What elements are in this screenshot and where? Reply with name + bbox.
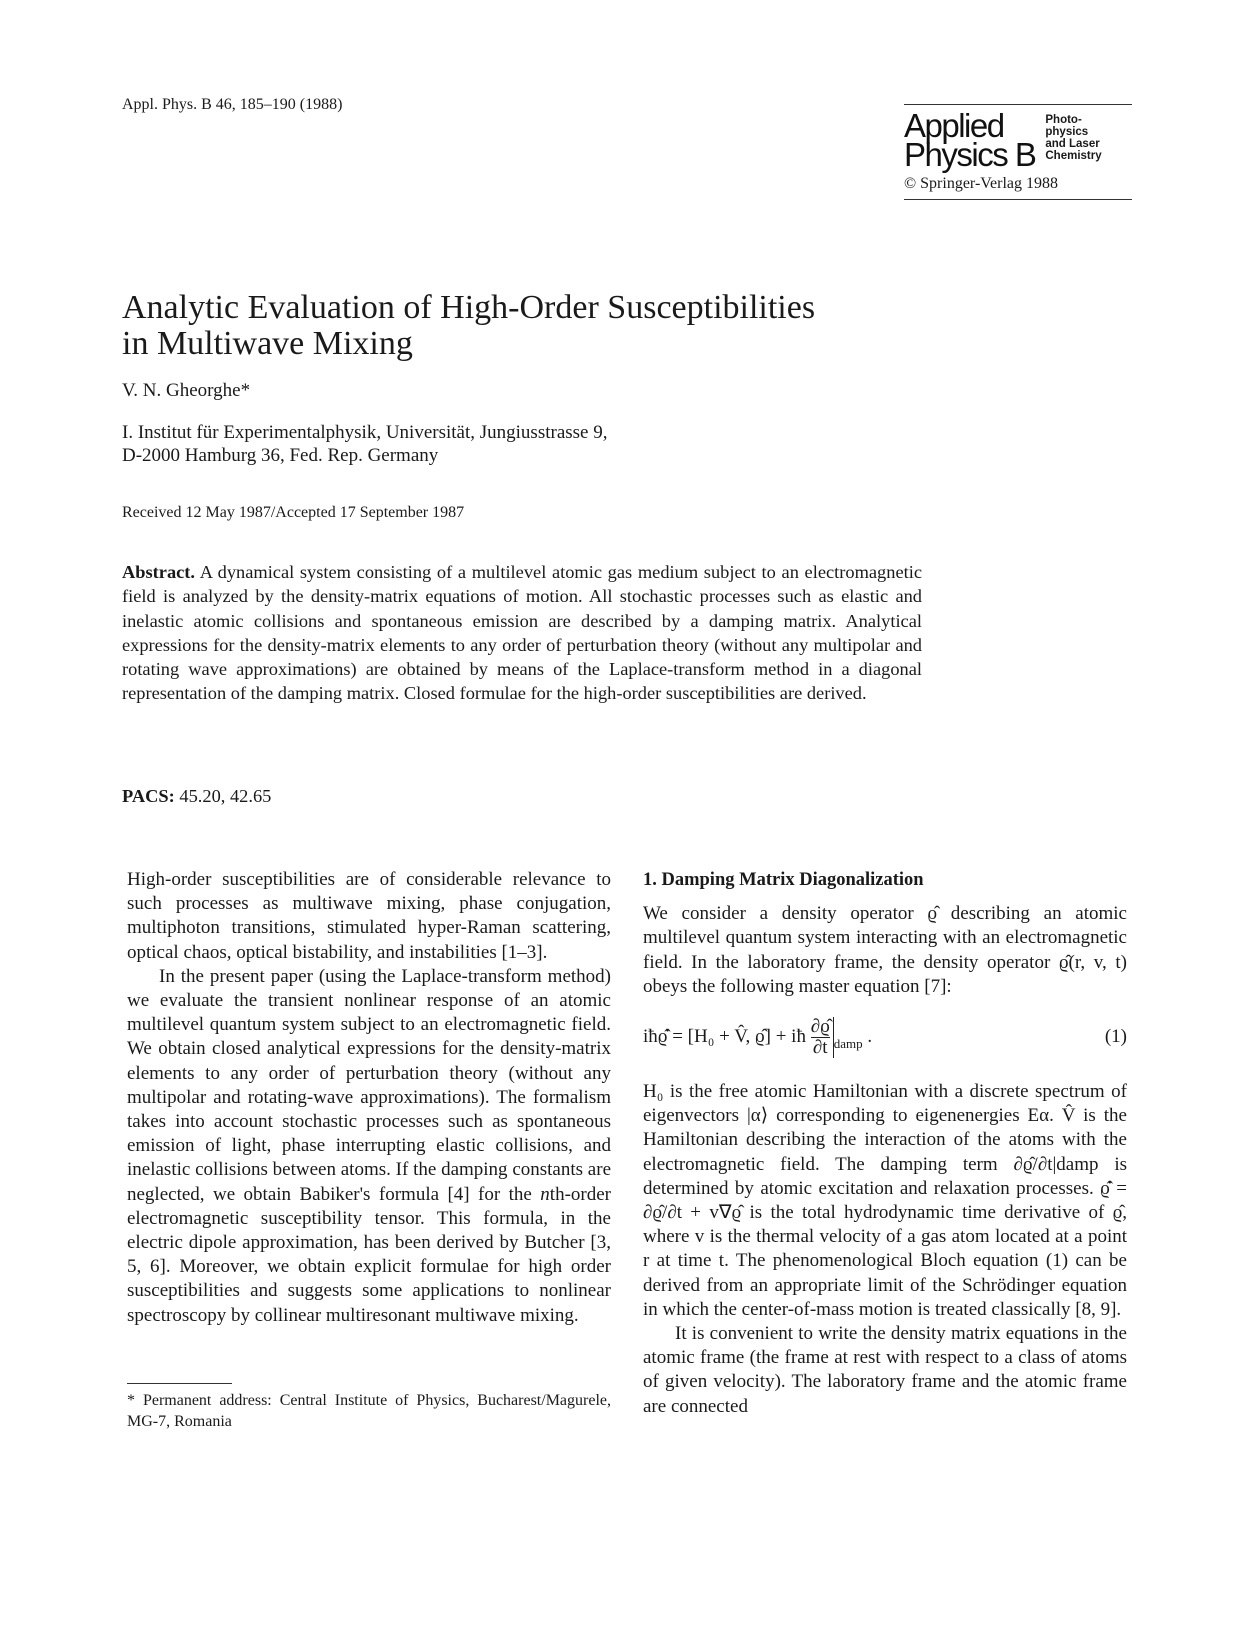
italic-n: n — [540, 1183, 550, 1205]
section-heading: 1. Damping Matrix Diagonalization — [643, 870, 924, 890]
section-paragraph-1: We consider a density operator ϱ̂ describing an atomic multilevel quantum system interacting with an electromagnetic field. In the laboratory frame, the density operator ϱ̂(r, v, t) obeys the following master equation [7]: — [643, 903, 1127, 997]
equation-1 — [643, 1017, 1127, 1058]
left-column — [127, 868, 611, 1328]
pacs-label: PACS: — [122, 786, 175, 806]
title-line: in Multiwave Mixing — [122, 325, 413, 362]
equation-subscript: damp — [833, 1035, 863, 1051]
intro-paragraph-2 — [127, 965, 611, 1328]
journal-name-line2: Physics B — [904, 136, 1036, 173]
abstract-text: A dynamical system consisting of a multilevel atomic gas medium subject to an electromagnetic field is analyzed by the density-matrix equations of motion. All stochastic processes such as elastic and inelastic atomic collisions and spontaneous emission are described by a damping matrix. Analytical expressions for the density-matrix elements to any order of perturbation theory (without any multipolar and rotating wave approximations) are obtained by means of the Laplace-transform method in a diagonal representation of the damping matrix. Closed formulae for the high-order susceptibilities are derived. — [122, 562, 922, 704]
intro-paragraph-1: High-order susceptibilities are of considerable relevance to such processes as multiwave mixing, phase conjugation, multiphoton transitions, stimulated hyper-Raman scattering, optical chaos, optical bistability, and instabilities [1–3]. — [127, 869, 611, 963]
fraction-numerator: ∂ϱ̂ — [810, 1016, 830, 1038]
text-span: In the present paper (using the Laplace-transform method) we evaluate the transient nonlinear response of an atomic multilevel quantum system subject to an electromagnetic field. We obtain closed analytical expressions for the density-matrix elements to any order of perturbation theory (without any multipolar and rotating-wave approximations). The formalism takes into account stochastic processes such as spontaneous emission of light, phase interrupting elastic collisions, and inelastic collisions between atoms. If the damping constants are neglected, we obtain Babiker's formula [4] for the — [127, 965, 611, 1205]
author: V. N. Gheorghe* — [122, 380, 251, 401]
pacs — [122, 786, 271, 807]
section-paragraph-3: It is convenient to write the density matrix equations in the atomic frame (the frame at rest with respect to a class of atoms of given velocity). The laboratory frame and the atomic frame are connected — [643, 1323, 1127, 1417]
affiliation-line: I. Institut für Experimentalphysik, Universität, Jungiusstrasse 9, — [122, 422, 608, 443]
abstract-label: Abstract. — [122, 562, 196, 582]
copyright: © Springer-Verlag 1988 — [904, 175, 1059, 192]
section-paragraph-2: H₀ is the free atomic Hamiltonian with a discrete spectrum of eigenvectors |α⟩ corresponding to eigenenergies Eα. V̂ is the Hamiltonian describing the interaction of the atoms with the electromagnetic field. The damping term ∂ϱ̂/∂t|damp is determined by atomic excitation and relaxation processes. ϱ̂̇ = ∂ϱ̂/∂t + v∇ϱ̂ is the total hydrodynamic time derivative of ϱ̂, where v is the thermal velocity of a gas atom located at a point r at time t. The phenomenological Bloch equation (1) can be derived from an appropriate limit of the Schrödinger equation in which the center-of-mass motion is treated classically [8, 9]. — [643, 1081, 1127, 1320]
equation-lhs: iħϱ̂̇ = [H₀ + V̂, ϱ̂] + iħ — [643, 1025, 806, 1047]
fraction-denominator: ∂t — [812, 1037, 828, 1059]
footnote-divider — [127, 1383, 232, 1384]
journal-subtitle-line: physics — [1045, 126, 1089, 138]
journal-subtitle-line: Photo- — [1045, 114, 1082, 126]
equation-period: . — [867, 1025, 873, 1047]
journal-masthead — [904, 104, 1132, 200]
journal-name-line1: Applied — [904, 107, 1004, 144]
journal-citation: Appl. Phys. B 46, 185–190 (1988) — [122, 96, 343, 113]
paper-title — [122, 290, 1022, 362]
equation-number: (1) — [1104, 1026, 1127, 1048]
journal-subtitle — [1045, 114, 1101, 162]
journal-logo — [904, 107, 1132, 173]
equation-fraction — [811, 1017, 834, 1058]
text-span: th-order electromagnetic susceptibility tensor. This formula, in the electric dipole approximation, has been derived by Butcher [3, 5, 6]. Moreover, we obtain explicit formulae for high order susceptibilities and suggests some applications to nonlinear spectroscopy by collinear multiresonant multiwave mixing. — [127, 1183, 611, 1326]
footnote: * Permanent address: Central Institute of Physics, Bucharest/Magurele, MG-7, Romania — [127, 1392, 611, 1430]
affiliation-line: D-2000 Hamburg 36, Fed. Rep. Germany — [122, 445, 439, 466]
equation-body — [643, 1017, 872, 1058]
journal-subtitle-line: and Laser — [1045, 138, 1100, 150]
pacs-value: 45.20, 42.65 — [179, 786, 272, 806]
title-line: Analytic Evaluation of High-Order Susceptibilities — [122, 289, 816, 326]
received-dates: Received 12 May 1987/Accepted 17 September 1987 — [122, 504, 465, 521]
journal-name — [904, 107, 1036, 173]
abstract — [122, 560, 922, 706]
masthead-rule-bottom — [904, 199, 1132, 200]
right-column — [643, 868, 1127, 1419]
journal-subtitle-line: Chemistry — [1045, 150, 1102, 162]
affiliation — [122, 421, 607, 467]
masthead-rule-top — [904, 104, 1132, 105]
